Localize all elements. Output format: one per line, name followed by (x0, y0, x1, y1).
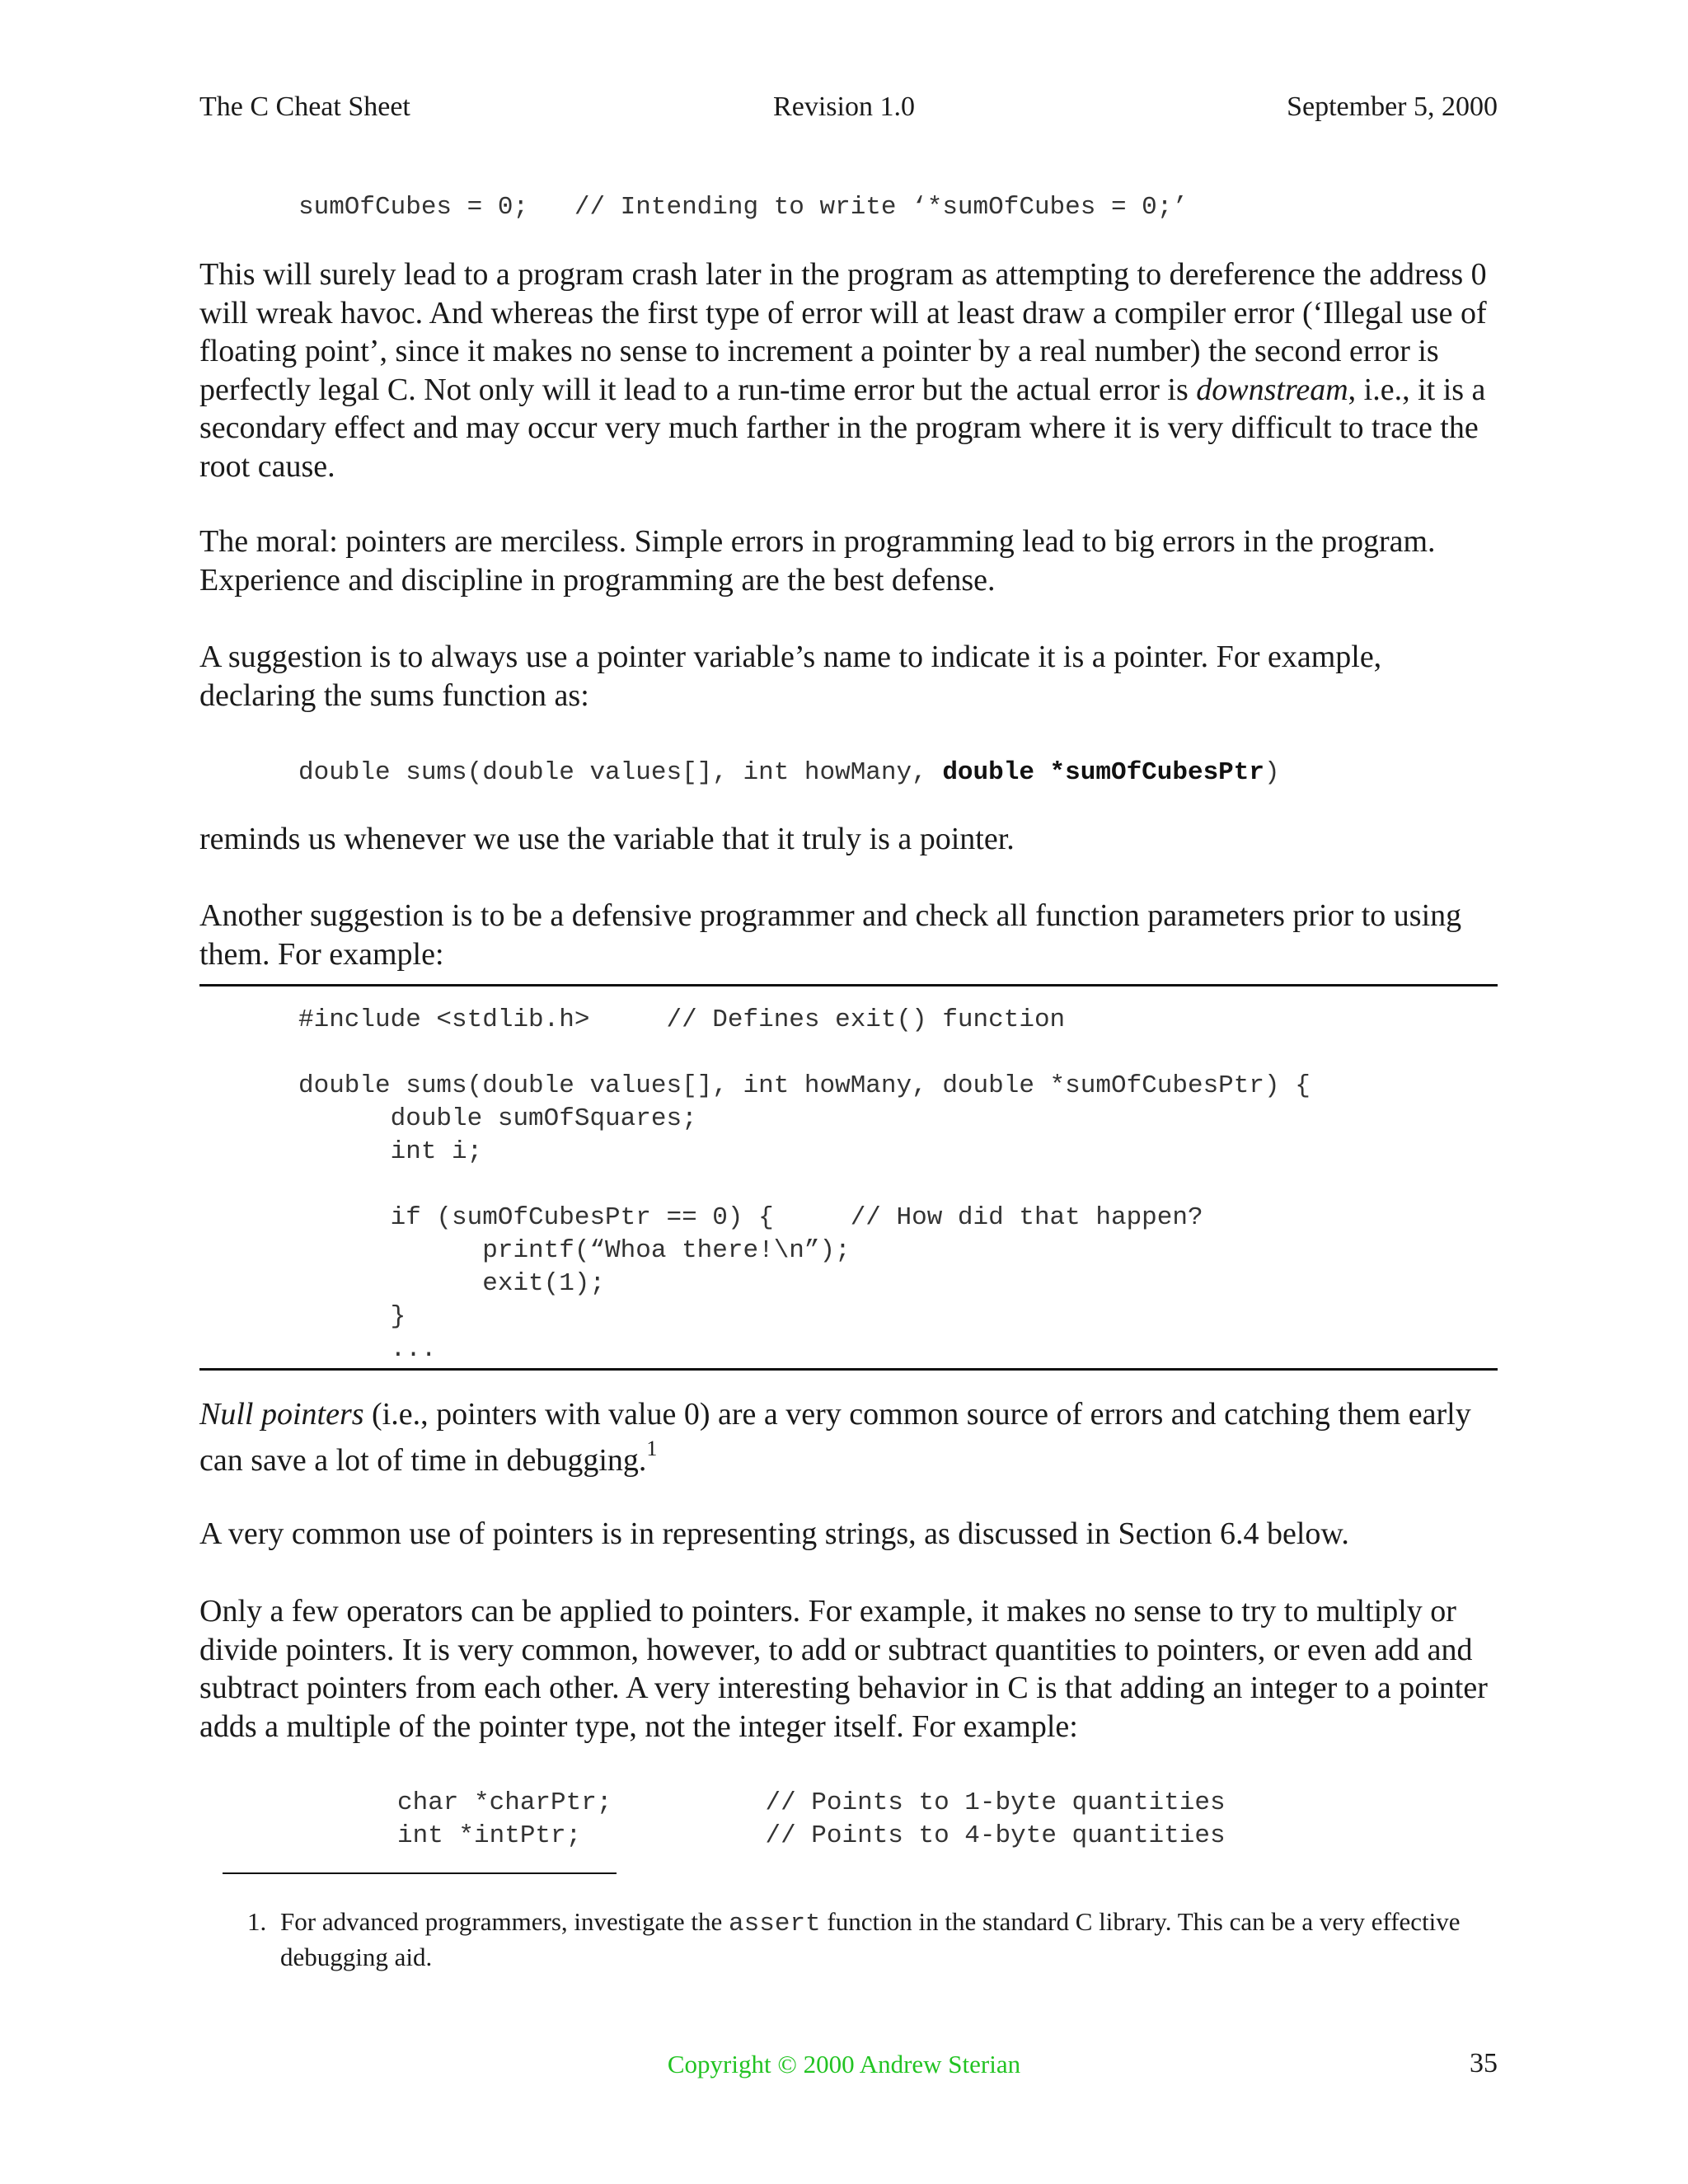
code-block-pointer-types (397, 1787, 1226, 1853)
footnote-code-assert: assert (729, 1910, 821, 1938)
footer-copyright: Copyright © 2000 Andrew Sterian (667, 2050, 1021, 2079)
header-revision: Revision 1.0 (773, 91, 915, 122)
code-line (298, 1037, 1311, 1070)
footnote-reference[interactable]: 1 (646, 1436, 658, 1461)
header-title: The C Cheat Sheet (199, 91, 410, 122)
footnote-text (280, 1905, 1467, 1974)
footnote-text-2: function in the standard C library. This can be a very effective debugging aid. (280, 1907, 1461, 1971)
code-line: char *charPtr; // Points to 1-byte quantities (397, 1788, 1226, 1817)
code-line: ... (298, 1335, 437, 1364)
code-line (298, 1169, 1311, 1202)
code-line: if (sumOfCubesPtr == 0) { // How did that happen? (298, 1203, 1203, 1232)
footnote-text-1: For advanced programmers, investigate the (280, 1907, 729, 1936)
code-sums-prefix: double sums(double values[], int howMany, (298, 758, 943, 787)
footnote-number: 1. (247, 1907, 267, 1936)
paragraph-reminds: reminds us whenever we use the variable that it truly is a pointer. (199, 822, 1015, 856)
code-line-sums-declaration (298, 757, 1280, 790)
code-line: } (298, 1302, 406, 1331)
paragraph-suggestion: A suggestion is to always use a pointer variable’s name to indicate it is a pointer. For example, declaring the sums function as: (199, 640, 1382, 713)
code-sums-bold-param: double *sumOfCubesPtr (942, 758, 1264, 787)
code-line: double sumOfSquares; (298, 1104, 697, 1133)
page-number: 35 (1470, 2048, 1498, 2079)
code-line-sumofcubes: sumOfCubes = 0; // Intending to write ‘*sumOfCubes = 0;’ (298, 193, 1188, 222)
header-date: September 5, 2000 (1287, 91, 1498, 122)
paragraph-null-pointers-text: (i.e., pointers with value 0) are a very common source of errors and catching them early can save a lot of time in debugging. (199, 1397, 1471, 1478)
paragraph-strings: A very common use of pointers is in representing strings, as discussed in Section 6.4 below. (199, 1516, 1349, 1551)
code-line: int i; (298, 1137, 483, 1166)
paragraph-defensive: Another suggestion is to be a defensive programmer and check all function parameters prior to using them. For example: (199, 898, 1462, 972)
code-sums-suffix: ) (1264, 758, 1280, 787)
code-line: printf(“Whoa there!\n”); (298, 1236, 851, 1265)
code-block-top-rule (199, 984, 1498, 987)
paragraph-crash (199, 255, 1498, 485)
paragraph-crash-text-2: , i.e., it is a secondary effect and may occur very much farther in the program where it is very difficult to trace the root cause. (199, 372, 1486, 484)
paragraph-moral: The moral: pointers are merciless. Simple errors in programming lead to big errors in the program. Experience and discipline in programming are the best defense. (199, 524, 1436, 598)
code-line: exit(1); (298, 1269, 606, 1298)
footnote-separator (223, 1872, 617, 1874)
paragraph-crash-text-1: This will surely lead to a program crash later in the program as attempting to dereference the address 0 will wreak havoc. And whereas the first type of error will at least draw a compiler error (‘Illegal use of floating point’, since it makes no sense to increment a pointer by a real number) the second error is perfectly legal C. Not only will it lead to a run-time error but the actual error is (199, 257, 1487, 407)
code-line: int *intPtr; // Points to 4-byte quantities (397, 1821, 1226, 1850)
code-line: #include <stdlib.h> // Defines exit() function (298, 1005, 1066, 1034)
emphasis-null-pointers: Null pointers (199, 1397, 364, 1432)
code-line: double sums(double values[], int howMany, double *sumOfCubesPtr) { (298, 1071, 1311, 1100)
emphasis-downstream: downstream (1196, 372, 1348, 407)
code-block-bottom-rule (199, 1368, 1498, 1371)
paragraph-operators: Only a few operators can be applied to pointers. For example, it makes no sense to try to multiply or divide pointers. It is very common, however, to add or subtract quantities to pointers, or even add and subtract pointers from each other. A very interesting behavior in C is that adding an integer to a pointer adds a multiple of the pointer type, not the integer itself. For example: (199, 1594, 1488, 1744)
code-block-defensive (298, 1004, 1311, 1366)
paragraph-null-pointers (199, 1391, 1498, 1483)
